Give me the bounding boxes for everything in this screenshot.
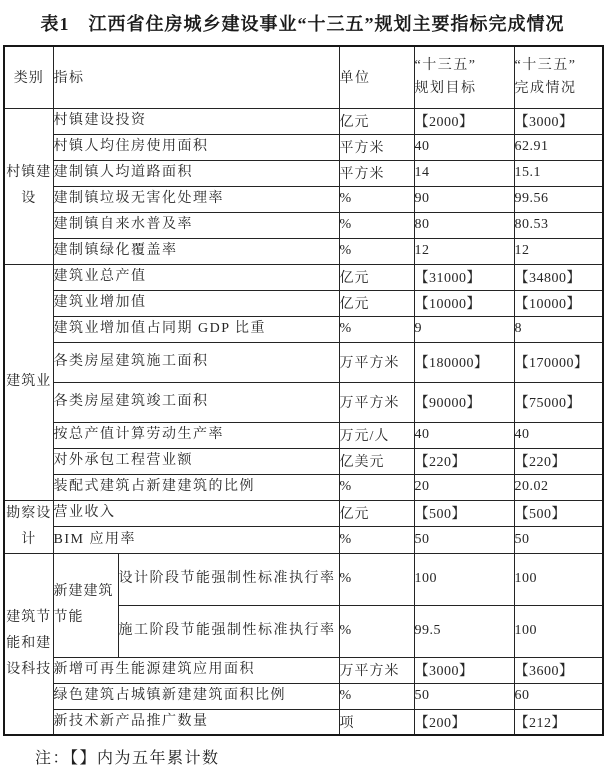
category-cell: 勘察设计 [4, 500, 53, 553]
indicator-cell: 各类房屋建筑施工面积 [53, 342, 339, 382]
header-unit: 单位 [339, 46, 414, 108]
unit-cell: % [339, 316, 414, 342]
result-cell: 【34800】 [514, 264, 603, 290]
result-cell: 62.91 [514, 134, 603, 160]
header-result-line1: “十三五” [514, 58, 577, 74]
indicator-cell: 建筑业增加值占同期 GDP 比重 [53, 316, 339, 342]
header-category: 类别 [4, 46, 53, 108]
table-row [4, 553, 603, 605]
unit-cell: 亿美元 [339, 448, 414, 474]
indicator-cell: 对外承包工程营业额 [53, 448, 339, 474]
category-cell: 建筑业 [4, 264, 53, 500]
result-cell: 【10000】 [514, 290, 603, 316]
target-cell: 【3000】 [414, 657, 514, 683]
target-cell: 100 [414, 553, 514, 605]
table-row [4, 474, 603, 500]
result-cell: 8 [514, 316, 603, 342]
target-cell: 【90000】 [414, 382, 514, 422]
result-cell: 【212】 [514, 709, 603, 735]
unit-cell: 项 [339, 709, 414, 735]
indicator-cell: 村镇建设投资 [53, 108, 339, 134]
target-cell: 50 [414, 683, 514, 709]
table-row [4, 186, 603, 212]
table-row [4, 108, 603, 134]
table-row [4, 134, 603, 160]
target-cell: 【10000】 [414, 290, 514, 316]
result-cell: 【170000】 [514, 342, 603, 382]
indicator-cell: 建筑业增加值 [53, 290, 339, 316]
target-cell: 40 [414, 134, 514, 160]
result-cell: 80.53 [514, 212, 603, 238]
target-cell: 90 [414, 186, 514, 212]
result-cell: 【75000】 [514, 382, 603, 422]
result-cell: 50 [514, 527, 603, 554]
target-cell: 50 [414, 527, 514, 554]
table-header-row [4, 46, 603, 108]
unit-cell: 万平方米 [339, 382, 414, 422]
unit-cell: 亿元 [339, 108, 414, 134]
unit-cell: 万平方米 [339, 657, 414, 683]
unit-cell: 亿元 [339, 500, 414, 527]
header-result [514, 46, 603, 108]
header-result-line2: 完成情况 [514, 81, 577, 97]
result-cell: 20.02 [514, 474, 603, 500]
unit-cell: 亿元 [339, 290, 414, 316]
unit-cell: 平方米 [339, 160, 414, 186]
unit-cell: 亿元 [339, 264, 414, 290]
unit-cell: % [339, 605, 414, 657]
category-cell: 建筑节能和建设科技 [4, 553, 53, 735]
target-cell: 【180000】 [414, 342, 514, 382]
target-cell: 【2000】 [414, 108, 514, 134]
target-cell: 9 [414, 316, 514, 342]
indicator-cell: 新增可再生能源建筑应用面积 [53, 657, 339, 683]
indicator-cell: 各类房屋建筑竣工面积 [53, 382, 339, 422]
target-cell: 99.5 [414, 605, 514, 657]
table-row [4, 264, 603, 290]
indicator-cell: 建筑业总产值 [53, 264, 339, 290]
unit-cell: 万元/人 [339, 422, 414, 448]
unit-cell: % [339, 474, 414, 500]
result-cell: 【3000】 [514, 108, 603, 134]
table-row [4, 709, 603, 735]
result-cell: 12 [514, 238, 603, 264]
table-row [4, 527, 603, 554]
target-cell: 40 [414, 422, 514, 448]
table-row [4, 160, 603, 186]
header-target [414, 46, 514, 108]
header-target-line2: 规划目标 [414, 81, 477, 97]
table-row [4, 500, 603, 527]
table-row [4, 382, 603, 422]
table-footnote: 注：【】内为五年累计数 [35, 750, 220, 767]
unit-cell: % [339, 238, 414, 264]
indicator-cell: 营业收入 [53, 500, 339, 527]
indicator-cell: 新技术新产品推广数量 [53, 709, 339, 735]
unit-cell: % [339, 186, 414, 212]
target-cell: 【500】 [414, 500, 514, 527]
indicator-cell: 施工阶段节能强制性标准执行率 [118, 605, 339, 657]
category-cell: 村镇建设 [4, 108, 53, 264]
target-cell: 20 [414, 474, 514, 500]
table-row [4, 683, 603, 709]
result-cell: 【500】 [514, 500, 603, 527]
indicators-table [3, 45, 604, 736]
result-cell: 15.1 [514, 160, 603, 186]
indicator-cell: 建制镇绿化覆盖率 [53, 238, 339, 264]
table-row [4, 238, 603, 264]
result-cell: 99.56 [514, 186, 603, 212]
table-row [4, 316, 603, 342]
target-cell: 80 [414, 212, 514, 238]
indicator-cell: 建制镇垃圾无害化处理率 [53, 186, 339, 212]
table-row [4, 657, 603, 683]
indicator-cell: BIM 应用率 [53, 527, 339, 554]
unit-cell: % [339, 212, 414, 238]
indicator-cell: 按总产值计算劳动生产率 [53, 422, 339, 448]
table-row [4, 422, 603, 448]
indicator-cell: 建制镇自来水普及率 [53, 212, 339, 238]
table-row [4, 448, 603, 474]
table-row [4, 290, 603, 316]
header-target-line1: “十三五” [414, 58, 477, 74]
result-cell: 100 [514, 605, 603, 657]
indicator-cell: 绿色建筑占城镇新建建筑面积比例 [53, 683, 339, 709]
indicator-cell: 建制镇人均道路面积 [53, 160, 339, 186]
unit-cell: 万平方米 [339, 342, 414, 382]
subcategory-cell: 新建建筑节能 [53, 553, 118, 657]
result-cell: 【220】 [514, 448, 603, 474]
result-cell: 60 [514, 683, 603, 709]
unit-cell: % [339, 527, 414, 554]
table-row [4, 212, 603, 238]
unit-cell: 平方米 [339, 134, 414, 160]
table-title: 表1 江西省住房城乡建设事业“十三五”规划主要指标完成情况 [40, 14, 565, 34]
unit-cell: % [339, 683, 414, 709]
indicator-cell: 设计阶段节能强制性标准执行率 [118, 553, 339, 605]
target-cell: 【200】 [414, 709, 514, 735]
indicator-cell: 装配式建筑占新建建筑的比例 [53, 474, 339, 500]
result-cell: 100 [514, 553, 603, 605]
table-row [4, 342, 603, 382]
target-cell: 12 [414, 238, 514, 264]
target-cell: 14 [414, 160, 514, 186]
indicator-cell: 村镇人均住房使用面积 [53, 134, 339, 160]
target-cell: 【31000】 [414, 264, 514, 290]
result-cell: 40 [514, 422, 603, 448]
target-cell: 【220】 [414, 448, 514, 474]
header-indicator: 指标 [53, 46, 339, 108]
unit-cell: % [339, 553, 414, 605]
result-cell: 【3600】 [514, 657, 603, 683]
